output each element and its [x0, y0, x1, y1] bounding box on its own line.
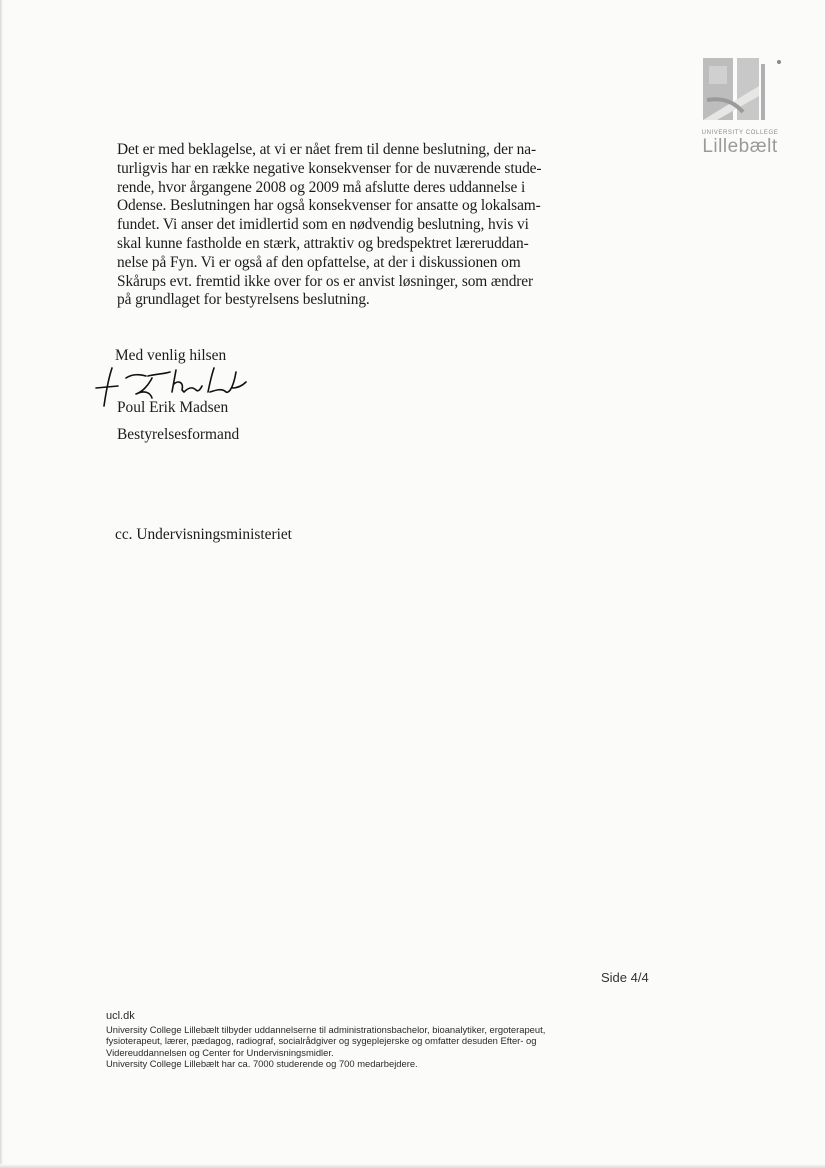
- university-college-logo-icon: [699, 56, 783, 128]
- cc-line: cc. Undervisningsministeriet: [115, 526, 292, 543]
- page-edge: [0, 0, 3, 1168]
- paragraph-line: fundet. Vi anser det imidlertid som en nødvendig beslutning, hvis vi: [117, 216, 529, 234]
- paragraph-line: nelse på Fyn. Vi er også af den opfattelse, at der i diskussionen om: [117, 253, 521, 271]
- ucl-logo: [697, 56, 783, 160]
- footer: [106, 1011, 666, 1070]
- footer-line: University College Lillebælt tilbyder uddannelserne til administrationsbachelor, bioanalytiker, ergoterapeut,: [106, 1023, 546, 1035]
- closing-salutation: Med venlig hilsen: [115, 347, 227, 364]
- letter-paragraph: [117, 141, 589, 310]
- footer-line: fysioterapeut, lærer, pædagog, radiograf, socialrådgiver og sygeplejerske og omfatter desuden Efter- og: [106, 1035, 537, 1047]
- paragraph-line: Skårups evt. fremtid ikke over for os er anvist løsninger, som ændrer: [117, 272, 534, 290]
- paragraph-line: Det er med beklagelse, at vi er nået frem til denne beslutning, der na-: [117, 141, 536, 158]
- page-number: Side 4/4: [601, 970, 649, 985]
- paragraph-line: turligvis har en række negative konsekvenser for de nuværende stude-: [117, 159, 542, 177]
- footer-line: Videreuddannelsen og Center for Undervisningsmidler.: [106, 1046, 334, 1058]
- signer-title: Bestyrelsesformand: [117, 426, 240, 443]
- logo-small-text: UNIVERSITY COLLEGE: [701, 130, 779, 136]
- paragraph-line: skal kunne fastholde en stærk, attraktiv og bredspektret læreruddan-: [117, 234, 529, 252]
- page-edge-bottom: [0, 1164, 825, 1168]
- signer-name: Poul Erik Madsen: [117, 399, 229, 416]
- footer-website: ucl.dk: [106, 1010, 135, 1022]
- paragraph-line: rende, hvor årgangene 2008 og 2009 må afslutte deres uddannelse i: [117, 178, 526, 196]
- paragraph-line: på grundlaget for bestyrelsens beslutning.: [117, 291, 370, 309]
- paragraph-line: Odense. Beslutningen har også konsekvenser for ansatte og lokalsam-: [117, 197, 541, 215]
- footer-line: University College Lillebælt har ca. 7000 studerende og 700 medarbejdere.: [106, 1058, 418, 1070]
- logo-wordmark: Lillebælt: [702, 136, 778, 157]
